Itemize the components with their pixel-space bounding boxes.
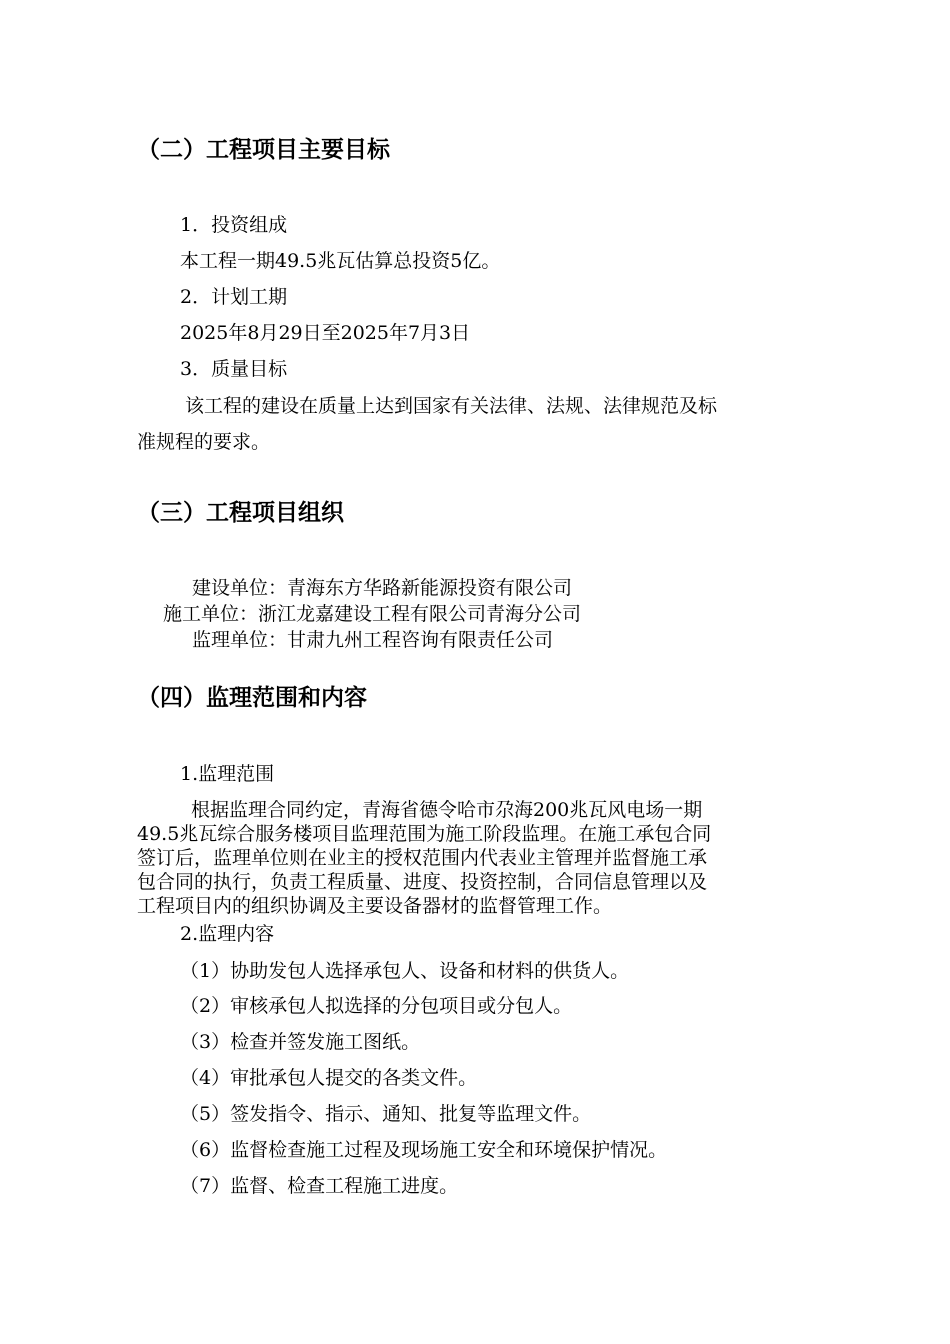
item-1-title: 1．投资组成 (180, 214, 288, 236)
item-3-text-line-2: 准规程的要求。 (137, 431, 271, 453)
content-item: （5）签发指令、指示、通知、批复等监理文件。 (180, 1103, 592, 1125)
org-construction-unit: 建设单位：青海东方华路新能源投资有限公司 (192, 577, 573, 599)
item-2-title: 2．计划工期 (180, 286, 288, 308)
content-item: （2）审核承包人拟选择的分包项目或分包人。 (180, 995, 573, 1017)
scope-line: 包合同的执行，负责工程质量、进度、投资控制，合同信息管理以及 (137, 871, 708, 893)
content-item: （1）协助发包人选择承包人、设备和材料的供货人。 (180, 960, 630, 982)
scope-line: 49.5兆瓦综合服务楼项目监理范围为施工阶段监理。在施工承包合同 (137, 823, 712, 845)
content-item: （7）监督、检查工程施工进度。 (180, 1175, 459, 1197)
content-item: （6）监督检查施工过程及现场施工安全和环境保护情况。 (180, 1139, 668, 1161)
org-supervision-unit: 监理单位：甘肃九州工程咨询有限责任公司 (192, 629, 554, 651)
section-heading-2: （二）工程项目主要目标 (137, 136, 390, 163)
scope-line: 签订后，监理单位则在业主的授权范围内代表业主管理并监督施工承 (137, 847, 708, 869)
scope-line: 工程项目内的组织协调及主要设备器材的监督管理工作。 (137, 895, 613, 917)
item-3-title: 3．质量目标 (180, 358, 288, 380)
section-heading-4: （四）监理范围和内容 (137, 684, 367, 711)
content-item: （3）检查并签发施工图纸。 (180, 1031, 421, 1053)
item-3-text-line-1: 该工程的建设在质量上达到国家有关法律、法规、法律规范及标 (185, 395, 718, 417)
item-1-text: 本工程一期49.5兆瓦估算总投资5亿。 (180, 250, 501, 272)
content-item: （4）审批承包人提交的各类文件。 (180, 1067, 478, 1089)
scope-paragraph (137, 798, 817, 918)
content-title: 2.监理内容 (180, 923, 275, 945)
item-2-text: 2025年8月29日至2025年7月3日 (180, 322, 471, 344)
section-heading-3: （三）工程项目组织 (137, 499, 344, 526)
scope-line: 根据监理合同约定，青海省德令哈市尕海200兆瓦风电场一期 (191, 799, 703, 821)
scope-title: 1.监理范围 (180, 763, 275, 785)
org-builder-unit: 施工单位：浙江龙嘉建设工程有限公司青海分公司 (163, 603, 582, 625)
